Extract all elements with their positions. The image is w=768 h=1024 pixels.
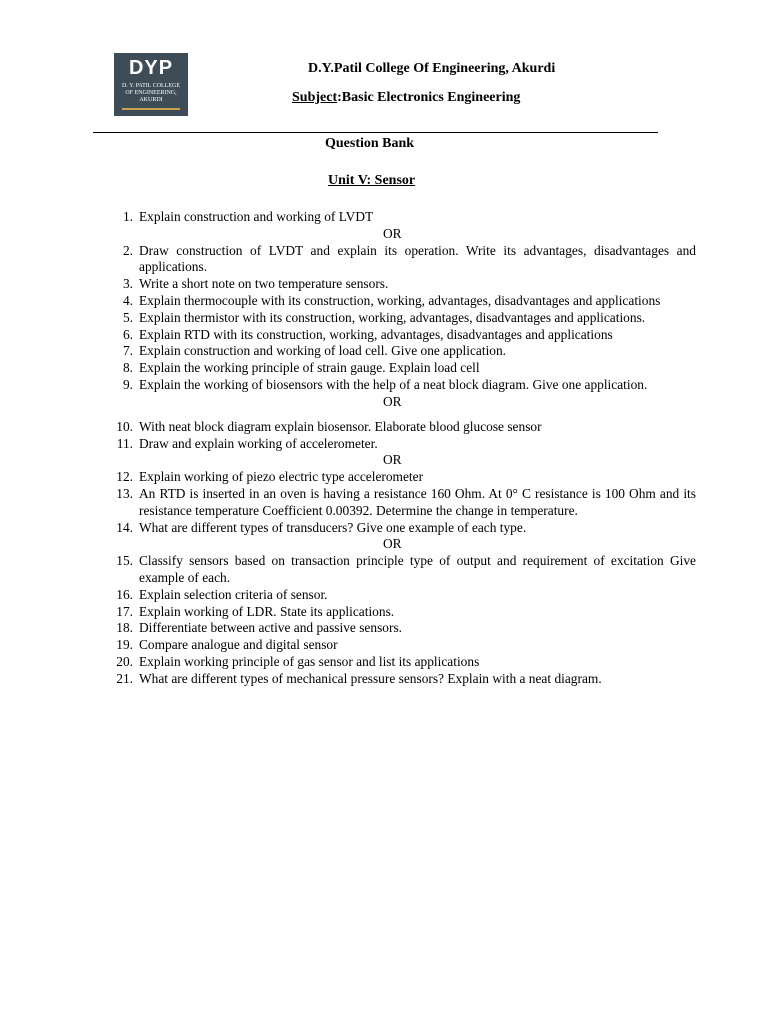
question-number: 21. <box>116 670 133 686</box>
question-item <box>116 418 696 436</box>
question-number: 15. <box>116 553 133 569</box>
question-text: Explain RTD with its construction, working, advantages, disadvantages and applications <box>139 326 613 342</box>
question-text: Explain working principle of gas sensor and list its applications <box>139 653 480 669</box>
page-title: Question Bank <box>325 136 415 151</box>
question-item <box>116 637 696 654</box>
question-number: 14. <box>116 519 133 535</box>
question-text: Write a short note on two temperature sensors. <box>139 276 389 292</box>
question-item <box>116 435 696 453</box>
question-number: 8. <box>122 360 133 376</box>
or-separator <box>0 536 768 553</box>
question-text: Explain construction and working of LVDT <box>139 209 374 224</box>
question-text: Explain thermistor with its construction, working, advantages, disadvantages and applications. <box>139 309 646 325</box>
subject-label: Subject <box>292 90 338 105</box>
logo-line-1: D. Y. PATIL COLLEGE <box>121 83 181 89</box>
or-text: OR <box>383 452 402 468</box>
question-number: 16. <box>116 586 133 602</box>
header-divider <box>93 132 658 133</box>
or-separator <box>0 452 768 469</box>
question-number: 17. <box>116 603 133 619</box>
question-item <box>116 603 696 621</box>
question-item <box>122 292 696 310</box>
question-number: 1. <box>122 209 133 224</box>
question-item <box>116 519 696 537</box>
question-number: 5. <box>122 309 133 325</box>
unit-heading: Unit V: Sensor <box>328 173 416 188</box>
question-text: With neat block diagram explain biosensor. Elaborate blood glucose sensor <box>139 418 542 434</box>
question-item <box>122 376 696 394</box>
question-number: 7. <box>122 343 133 359</box>
question-text: Explain working of piezo electric type accelerometer <box>139 469 424 485</box>
question-text: An RTD is inserted in an oven is having a resistance 160 Ohm. At 0° C resistance is 100 Ohm and its resistance temperature Coefficient 0.00392. Determine the change in temperature. <box>139 485 696 518</box>
question-number: 12. <box>116 469 133 485</box>
or-separator <box>0 226 768 243</box>
or-text: OR <box>383 393 402 409</box>
question-number: 3. <box>122 276 133 292</box>
or-separator <box>0 394 768 419</box>
question-item <box>116 620 696 637</box>
question-text: Classify sensors based on transaction principle type of output and requirement of excitation Give example of each. <box>139 553 696 585</box>
question-text: Explain working of LDR. State its applications. <box>139 603 395 619</box>
question-text: Draw and explain working of accelerometer. <box>139 435 378 451</box>
question-item <box>122 276 696 293</box>
question-text: Explain thermocouple with its construction, working, advantages, disadvantages and applications <box>139 292 661 308</box>
question-text: Explain the working of biosensors with the help of a neat block diagram. Give one application. <box>139 376 648 392</box>
question-number: 20. <box>116 653 133 669</box>
college-name: D.Y.Patil College Of Engineering, Akurdi <box>308 61 556 76</box>
question-text: What are different types of transducers? Give one example of each type. <box>139 519 527 535</box>
question-text: Differentiate between active and passive sensors. <box>139 620 403 636</box>
question-item <box>116 469 696 486</box>
question-number: 18. <box>116 620 133 636</box>
logo-mark: DYP <box>128 57 174 79</box>
subject-line <box>292 89 520 106</box>
question-list <box>0 209 768 688</box>
question-text: Draw construction of LVDT and explain its operation. Write its advantages, disadvantages and applications. <box>139 242 696 275</box>
question-item <box>122 326 696 344</box>
logo-stripe <box>122 108 180 110</box>
question-item <box>122 343 696 360</box>
subject-value: :Basic Electronics Engineering <box>337 90 521 105</box>
question-number: 19. <box>116 637 133 653</box>
question-text: What are different types of mechanical pressure sensors? Explain with a neat diagram. <box>139 670 602 686</box>
question-item <box>122 309 696 327</box>
question-number: 2. <box>122 242 133 258</box>
question-number: 13. <box>116 485 133 501</box>
question-number: 10. <box>116 418 133 434</box>
logo-line-3: AKURDI <box>139 97 163 103</box>
question-item <box>116 553 696 587</box>
question-item <box>122 242 696 277</box>
question-item <box>116 485 696 520</box>
question-text: Compare analogue and digital sensor <box>139 637 338 653</box>
logo-line-2: OF ENGINEERING, <box>125 90 177 96</box>
question-number: 4. <box>122 292 133 308</box>
or-text: OR <box>383 225 402 241</box>
question-item <box>122 209 696 226</box>
question-item <box>116 653 696 671</box>
or-text: OR <box>383 536 402 552</box>
question-text: Explain the working principle of strain gauge. Explain load cell <box>139 360 480 376</box>
question-text: Explain selection criteria of sensor. <box>139 586 328 602</box>
question-item <box>122 360 696 377</box>
question-number: 9. <box>122 376 133 392</box>
college-logo <box>114 53 188 116</box>
question-number: 11. <box>116 435 133 451</box>
question-item <box>116 586 696 604</box>
question-item <box>116 670 696 688</box>
question-number: 6. <box>122 326 133 342</box>
question-text: Explain construction and working of load cell. Give one application. <box>139 343 507 359</box>
